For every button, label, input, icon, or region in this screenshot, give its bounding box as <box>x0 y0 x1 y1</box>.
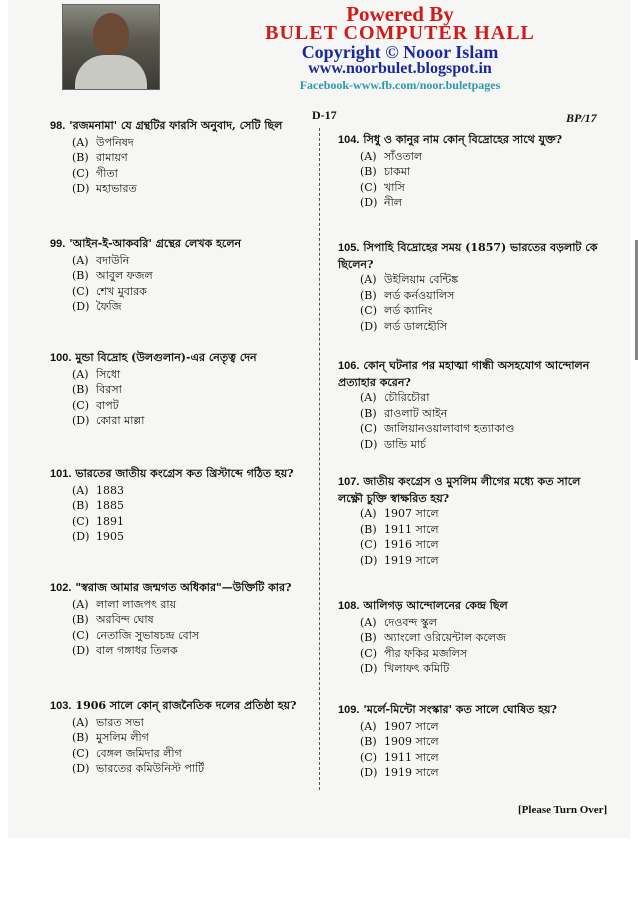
question-stem: 104. সিধু ও কানুর নাম কোন্ বিদ্রোহের সাথে যুক্ত? <box>338 133 563 146</box>
option-d: (D) লর্ড ডালহৌসি <box>360 319 448 333</box>
option-b: (B) মুসলিম লীগ <box>72 731 149 744</box>
option-d: (D) ডান্ডি মার্চ <box>360 437 426 451</box>
question-stem: 106. কোন্ ঘটনার পর মহাত্মা গান্ধী অসহযোগ আন্দোলন প্রত্যাহার করেন? <box>338 359 590 389</box>
option-b: (B) অরবিন্দ ঘোষ <box>72 613 154 626</box>
question-108 <box>338 598 600 677</box>
option-c: (C) পীর ফকির মজলিস <box>360 646 468 660</box>
option-b: (B) চাকমা <box>360 165 411 178</box>
option-d: (D) নীল <box>360 196 402 209</box>
option-b: (B) আবুল ফজল <box>72 269 153 282</box>
option-d: (D) 1919 সালে <box>360 553 439 567</box>
option-d: (D) 1919 সালে <box>360 766 439 779</box>
option-a: (A) সাঁওতাল <box>360 149 423 163</box>
please-turn-over: [Please Turn Over] <box>518 804 608 816</box>
option-d: (D) 1905 <box>72 530 124 543</box>
option-c: (C) বাপট <box>72 398 119 412</box>
option-a: (A) 1883 <box>72 483 124 497</box>
question-100 <box>50 350 312 429</box>
question-stem: 108. আলিগড় আন্দোলনের কেন্দ্র ছিল <box>338 599 508 612</box>
option-b: (B) 1909 সালে <box>360 735 439 748</box>
option-b: (B) বিরসা <box>72 383 122 396</box>
option-c: (C) 1891 <box>72 514 124 528</box>
option-c: (C) জালিয়ানওয়ালাবাগ হত্যাকাণ্ড <box>360 422 515 435</box>
option-b: (B) 1911 সালে <box>360 522 439 536</box>
option-b: (B) 1885 <box>72 499 124 512</box>
option-c: (C) 1916 সালে <box>360 538 439 551</box>
option-d: (D) বাল গঙ্গাধর তিলক <box>72 644 178 657</box>
question-98 <box>50 118 312 197</box>
question-105 <box>338 240 600 334</box>
option-a: (A) বদাউনি <box>72 253 130 267</box>
question-102 <box>50 580 312 659</box>
question-stem: 103. 1906 সালে কোন্ রাজনৈতিক দলের প্রতিষ্ঠা হয়? <box>50 699 297 712</box>
option-d: (D) ভারতের কমিউনিস্ট পার্টি <box>72 762 205 775</box>
option-b: (B) অ্যাংলো ওরিয়েন্টাল কলেজ <box>360 631 506 644</box>
option-d: (D) খিলাফৎ কমিটি <box>360 662 450 675</box>
question-103 <box>50 698 312 777</box>
banner-copyright: Copyright © Nooor Islam <box>301 42 499 62</box>
question-stem: 98. 'রজমনামা' যে গ্রন্থটির ফারসি অনুবাদ, সেটি ছিল <box>50 119 283 132</box>
portrait-photo <box>62 4 160 90</box>
option-c: (C) খাসি <box>360 180 405 194</box>
question-stem: 105. সিপাহি বিদ্রোহের সময় (1857) ভারতের বড়লাট কে ছিলেন? <box>338 241 598 271</box>
banner <box>0 0 638 92</box>
banner-facebook-url[interactable]: Facebook-www.fb.com/noor.buletpages <box>299 78 501 92</box>
option-a: (A) উপনিষদ <box>72 135 134 149</box>
option-c: (C) শেখ মুবারক <box>72 284 147 298</box>
option-d: (D) ফৈজি <box>72 300 122 313</box>
option-a: (A) সিধো <box>72 367 121 381</box>
option-a: (A) 1907 সালে <box>360 507 439 520</box>
option-a: (A) উইলিয়াম বেন্টিঙ্ক <box>360 273 459 286</box>
banner-blog-url[interactable]: www.noorbulet.blogspot.in <box>308 60 492 77</box>
option-a: (A) 1907 সালে <box>360 719 439 733</box>
option-a: (A) চৌরিচৌরা <box>360 391 430 404</box>
column-divider <box>319 128 321 790</box>
page-code-right: BP/17 <box>566 111 597 125</box>
question-stem: 99. 'আইন-ই-আকবরি' গ্রন্থের লেখক হলেন <box>50 237 242 250</box>
question-stem: 109. 'মর্লে-মিন্টো সংস্কার' কত সালে ঘোষিত হয়? <box>338 703 557 716</box>
option-b: (B) রাওলাট আইন <box>360 406 448 420</box>
question-stem: 101. ভারতের জাতীয় কংগ্রেস কত খ্রিস্টাব্দে গঠিত হয়? <box>50 467 294 480</box>
question-107 <box>338 474 600 568</box>
option-d: (D) কোরা মাল্লা <box>72 414 145 427</box>
question-109 <box>338 702 600 781</box>
option-d: (D) মহাভারত <box>72 182 137 195</box>
banner-powered-by: Powered By <box>346 2 454 26</box>
question-104 <box>338 132 600 211</box>
option-a: (A) লালা লাজপৎ রায় <box>72 597 177 611</box>
option-c: (C) নেতাজি সুভাষচন্দ্র বোস <box>72 628 200 642</box>
option-a: (A) দেওবন্দ স্কুল <box>360 615 437 629</box>
question-stem: 100. মুন্ডা বিদ্রোহ (উলগুলান)-এর নেতৃত্ব দেন <box>50 351 257 364</box>
option-c: (C) লর্ড ক্যানিং <box>360 304 433 317</box>
question-stem: 107. জাতীয় কংগ্রেস ও মুসলিম লীগের মধ্যে কত সালে লক্ষ্ণৌ চুক্তি স্বাক্ষরিত হয়? <box>338 475 581 505</box>
question-99 <box>50 236 312 315</box>
option-c: (C) বেঙ্গল জমিদার লীগ <box>72 746 182 760</box>
banner-title: BULET COMPUTER HALL <box>265 22 535 44</box>
option-b: (B) লর্ড কর্নওয়ালিস <box>360 288 455 302</box>
page-code-center: D-17 <box>312 108 337 122</box>
option-b: (B) রামায়ণ <box>72 151 128 164</box>
option-c: (C) গীতা <box>72 166 118 180</box>
option-a: (A) ভারত সভা <box>72 715 144 729</box>
question-stem: 102. "স্বরাজ আমার জন্মগত অধিকার"—উক্তিটি কার? <box>50 581 292 594</box>
question-106 <box>338 358 600 452</box>
option-c: (C) 1911 সালে <box>360 750 439 764</box>
question-101 <box>50 466 312 545</box>
